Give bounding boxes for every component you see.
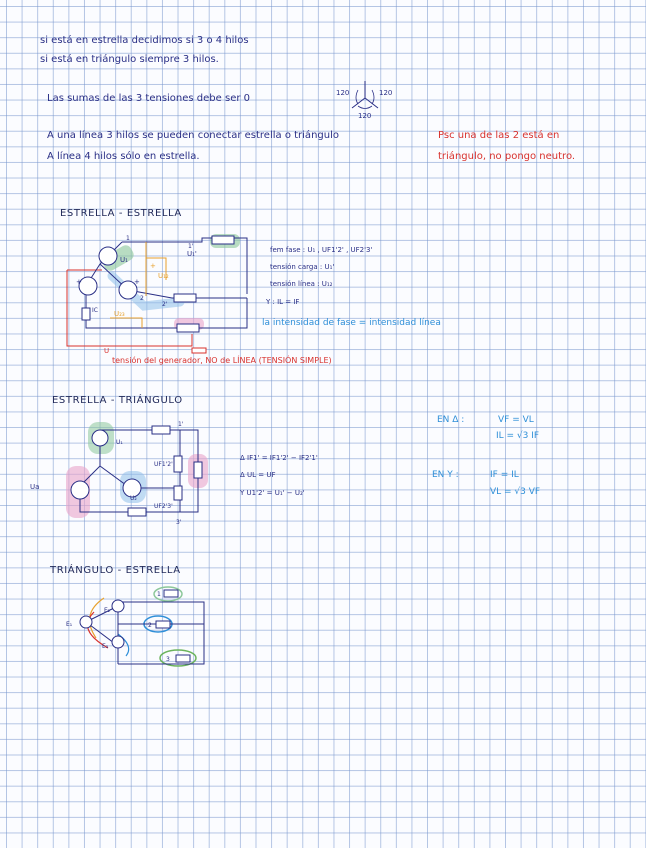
estrella-triangulo-circuit <box>60 416 220 528</box>
label-e2: E₂ <box>104 607 111 614</box>
angle-label: 120 <box>379 89 393 97</box>
y-heading: EN Y : <box>432 470 459 480</box>
eq-delta-if: Δ IF1' = IF1'2' − IF2'1' <box>240 454 318 462</box>
label-uf23: UF2'3' <box>154 503 173 510</box>
label-u1p: U₁' <box>187 250 197 258</box>
label-line-1: 1 <box>157 591 161 598</box>
y-rule-1: IF = IL <box>490 470 519 480</box>
label-line-3: 3 <box>166 656 170 663</box>
label-node-1p: 1' <box>188 243 194 250</box>
generator-caption: tensión del generador, NO de LÍNEA (TENSIÓN SIMPLE) <box>112 356 332 365</box>
label-e1: E₁ <box>66 621 73 628</box>
note-line-1: si está en estrella decidimos si 3 o 4 hilos <box>40 35 249 46</box>
label-e3: E₃ <box>102 643 109 650</box>
angle-label: 120 <box>336 89 350 97</box>
label-n1: 1' <box>178 421 184 428</box>
label-ua: Ua <box>30 483 40 491</box>
label-u: U <box>104 347 110 355</box>
y-rule-2: VL = √3 VF <box>490 487 541 497</box>
intensidad-note: la intensidad de fase = intensidad línea <box>262 318 441 328</box>
label-node-2: 2 <box>140 295 144 302</box>
fem-fase: fem fase : U₁ , UF1'2' , UF2'3' <box>270 246 373 254</box>
eq-delta-ul: Δ UL = UF <box>240 471 276 479</box>
delta-rule-1: VF = VL <box>498 415 534 425</box>
delta-heading: EN Δ : <box>437 415 465 425</box>
note-line-3: Las sumas de las 3 tensiones debe ser 0 <box>47 93 250 104</box>
label-plus: + <box>150 262 156 270</box>
label-u12: U₁₂ <box>158 272 169 280</box>
delta-rule-2: IL = √3 IF <box>496 431 540 441</box>
note-line-5: A línea 4 hilos sólo en estrella. <box>47 151 200 162</box>
phase-angle-sketch <box>330 78 400 120</box>
label-u2: U₂ <box>130 495 137 502</box>
label-n3: 3' <box>176 519 182 526</box>
red-note-2: triángulo, no pongo neutro. <box>438 151 576 162</box>
section-title-estrella-triangulo: ESTRELLA - TRIÁNGULO <box>52 395 183 406</box>
label-node-2p: 2' <box>162 301 168 308</box>
label-u23: U₂₃ <box>114 310 125 318</box>
y-relation: Y : IL = IF <box>266 298 300 306</box>
label-u1: U₁ <box>120 256 128 264</box>
triangulo-estrella-circuit <box>60 584 212 670</box>
tension-linea-text: tensión línea : U₁₂ <box>270 280 333 288</box>
angle-label: 120 <box>358 112 372 120</box>
tension-linea <box>270 281 333 288</box>
label-line-2: 2 <box>148 622 152 629</box>
red-note-1: Psc una de las 2 está en <box>438 130 560 141</box>
label-uf12: UF1'2' <box>154 461 173 468</box>
label-node-1: 1 <box>126 235 130 242</box>
eq-y-u: Y U1'2' = U₁' − U₂' <box>240 489 305 497</box>
section-title-triangulo-estrella: TRIÁNGULO - ESTRELLA <box>50 565 181 576</box>
label-plus: + <box>134 278 140 286</box>
label-u1: U₁ <box>116 439 123 446</box>
label-ic: IC <box>92 307 98 314</box>
label-plus: + <box>76 278 82 286</box>
note-line-4: A una línea 3 hilos se pueden conectar estrella o triángulo <box>47 130 339 141</box>
section-title-estrella-estrella: ESTRELLA - ESTRELLA <box>60 208 182 219</box>
tension-carga: tensión carga : U₁' <box>270 263 335 271</box>
note-line-2: si está en triángulo siempre 3 hilos. <box>40 54 219 65</box>
